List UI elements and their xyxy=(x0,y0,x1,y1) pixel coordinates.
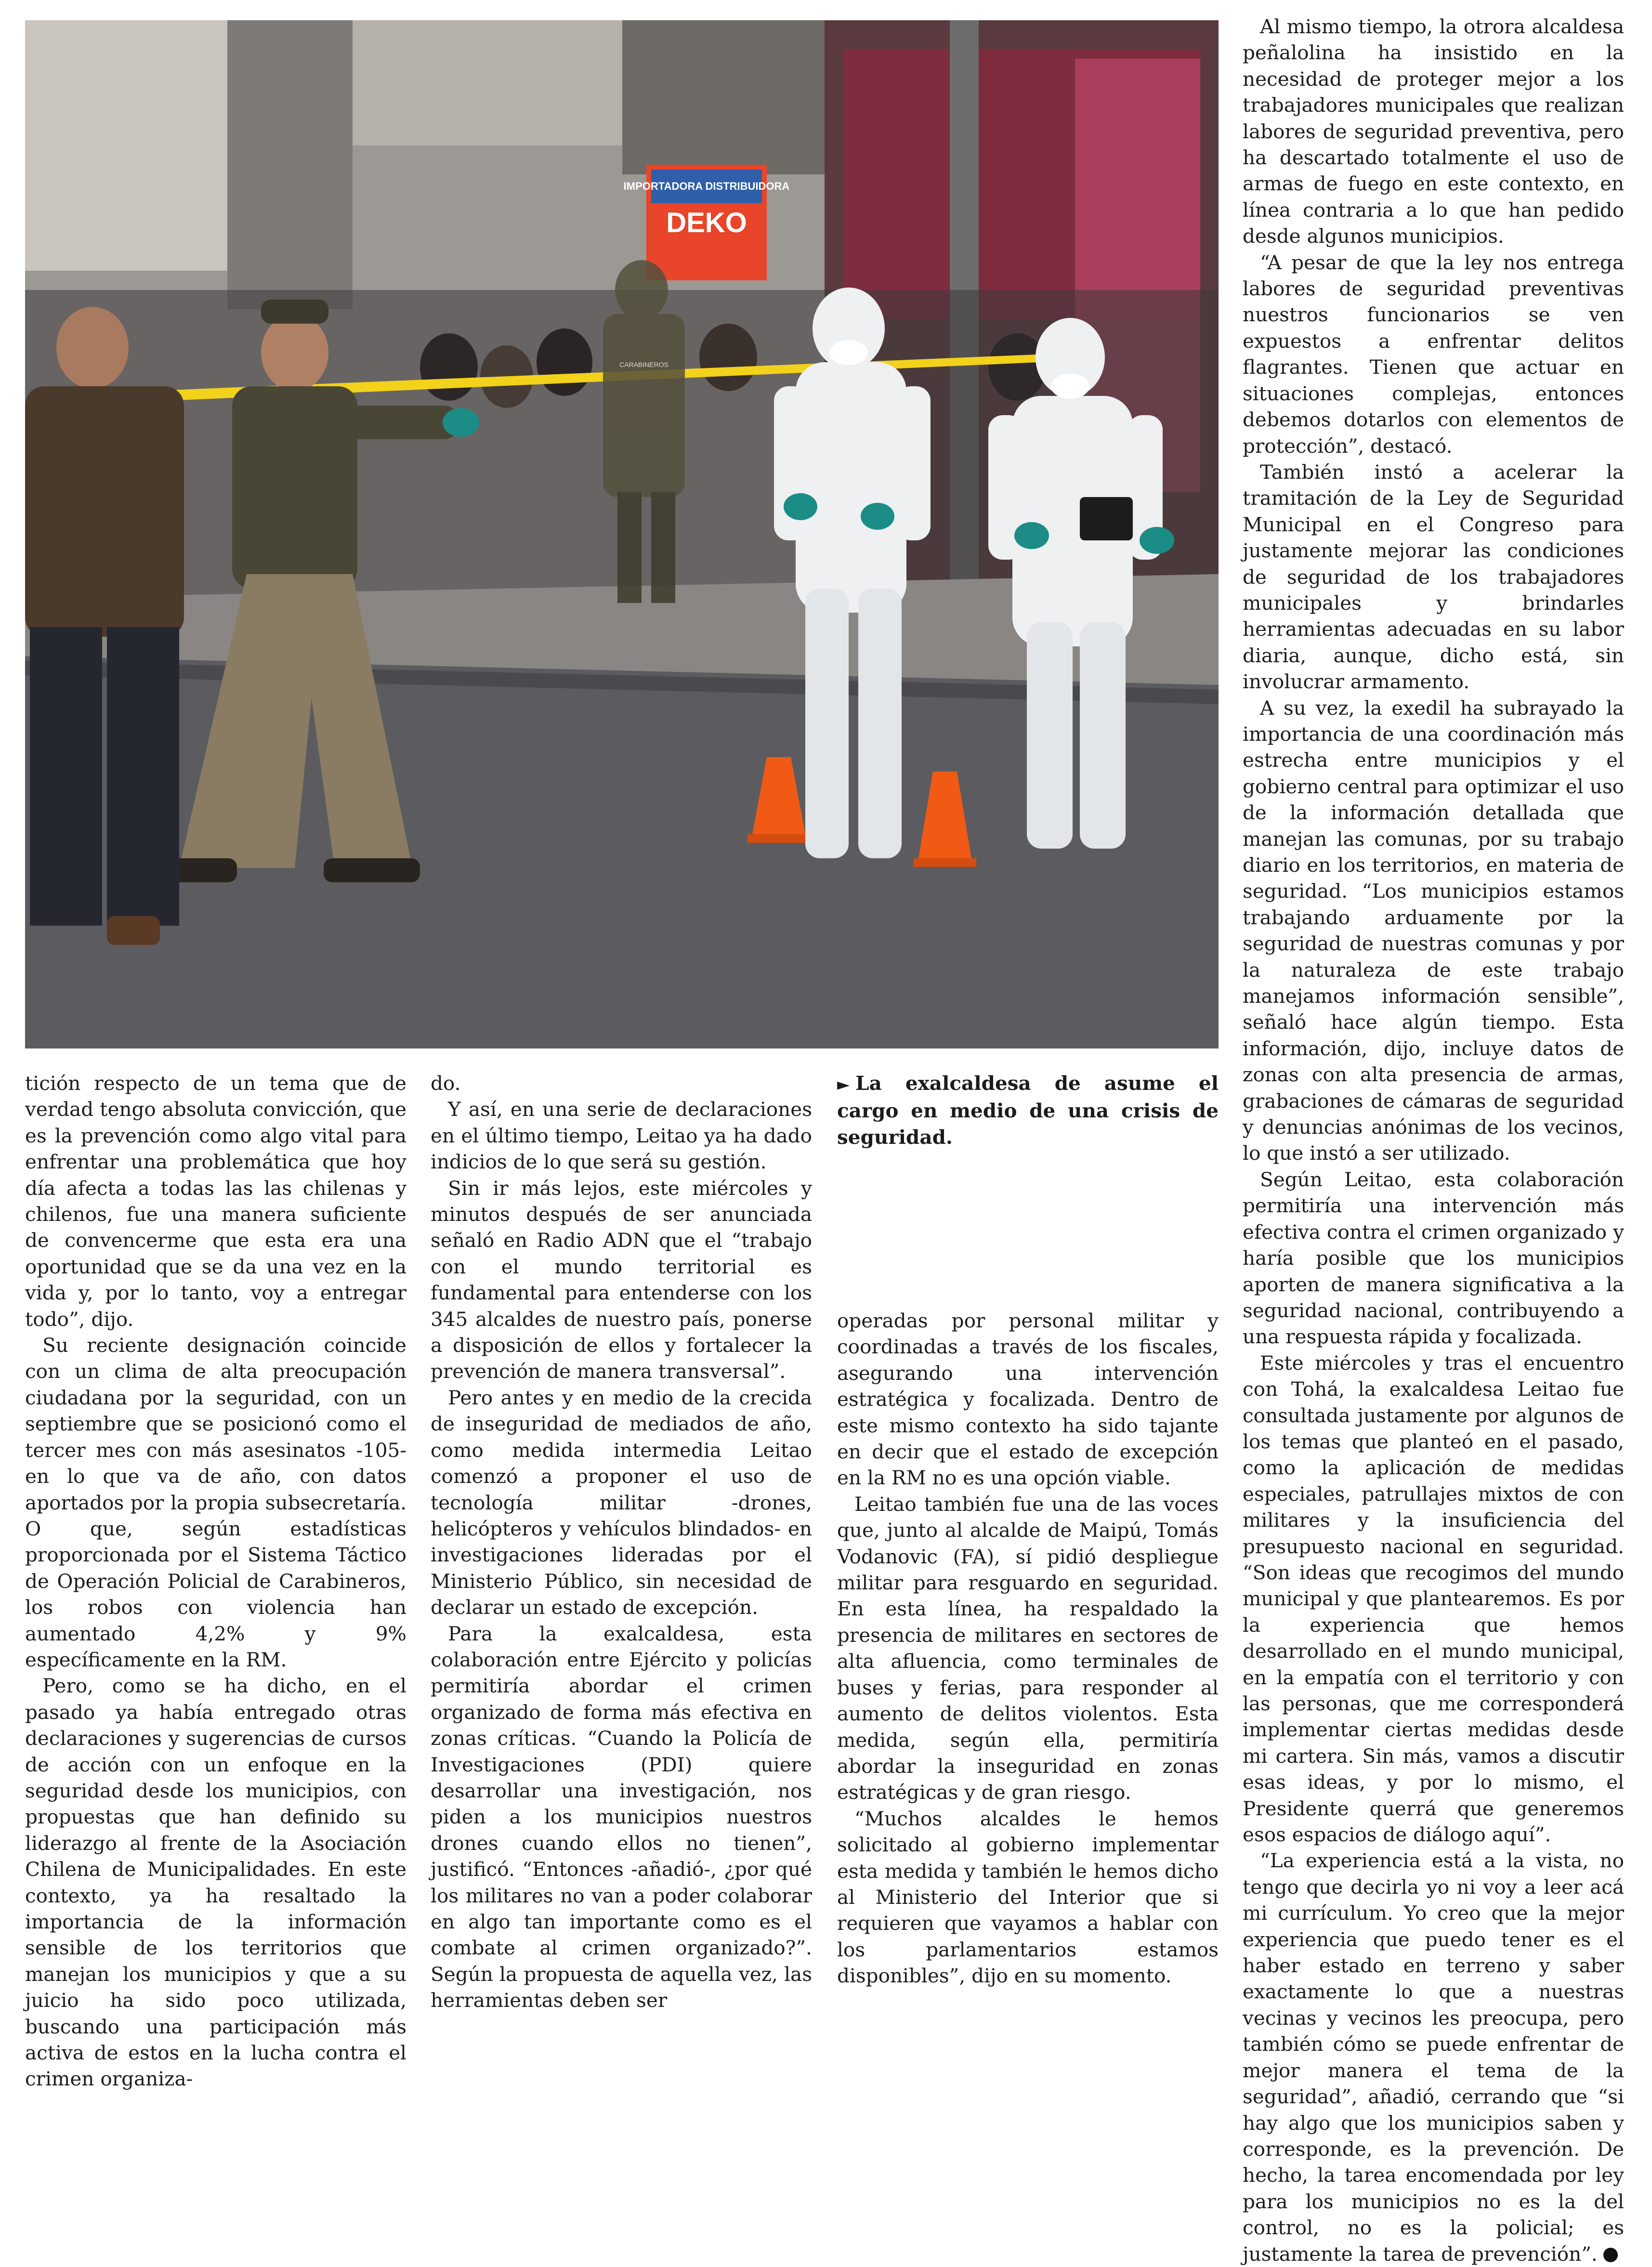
paragraph: tición respecto de un tema que de verdad tengo absoluta convicción, que es la prevención como algo vital para enfrentar una problemática que hoy día afecta a todas las las chilenas y chilenos, fue una manera suficiente de convencerme que esta era una oportunidad que se da una vez en la vida y, por lo tanto, voy a entregar todo”, dijo. xyxy=(25,1072,406,1331)
end-of-article-icon xyxy=(1603,2248,1618,2262)
paragraph: “A pesar de que la ley nos entrega labores de seguridad preventivas nuestros funcionarios se ven expuestos a enfrentar delitos flagrantes. Tienen que actuar en situaciones complejas, entonces debemos dotarlos con elementos de protección”, destacó. xyxy=(1243,250,1624,458)
article-column-1 xyxy=(25,1070,406,2091)
caption-body: La exalcaldesa de asume el cargo en medio de una crisis de seguridad. xyxy=(837,1072,1219,1149)
camera xyxy=(1080,497,1133,540)
news-photo xyxy=(25,20,1219,1048)
paragraph: operadas por personal militar y coordinadas a través de los fiscales, asegurando una intervención estratégica y focalizada. Dentro de este mismo contexto ha sido tajante en decir que el estado de excepción en la RM no es una opción viable. xyxy=(837,1309,1219,1490)
caption-text xyxy=(837,1070,1219,1150)
photo-caption xyxy=(837,1070,1219,1149)
paragraph: También instó a acelerar la tramitación de la Ley de Seguridad Municipal en el Congreso para justamente mejorar las condiciones de seguridad de los trabajadores municipales y brindarles herramientas adecuadas en su labor diaria, aunque, dicho está, sin involucrar armamento. xyxy=(1243,460,1624,694)
paragraph: Al mismo tiempo, la otrora alcaldesa peñalolina ha insistido en la necesidad de proteger mejor a los trabajadores municipales que realizan labores de seguridad preventiva, pero ha descartado totalmente el uso de armas de fuego en este contexto, en línea contraria a lo que han pedido desde algunos municipios. xyxy=(1243,15,1624,248)
paragraph: Según Leitao, esta colaboración permitiría una intervención más efectiva contra el crimen organizado y haría posible que los municipios aporten de manera significativa a la seguridad nacional, contribuyendo a una respuesta rápida y focalizada. xyxy=(1243,1167,1624,1349)
paragraph: Para la exalcaldesa, esta colaboración entre Ejército y policías permitiría abordar el crimen organizado de forma más efectiva en zonas críticas. “Cuando la Policía de Investigaciones (PDI) quiere desarrollar una investigación, nos piden a los municipios nuestros drones cuando ellos no tienen”, justificó. “Entonces -añadió-, ¿por qué los militares no van a poder colaborar en algo tan importante como es el combate al crimen organizado?”. Según la propuesta de aquella vez, las herramientas deben ser xyxy=(431,1622,812,2012)
paragraph: Sin ir más lejos, este miércoles y minutos después de ser anunciada señaló en Radio ADN que el “trabajo con el mundo territorial es fundamental para entenderse con los 345 alcaldes de nuestro país, ponerse a disposición de ellos y fortalecer la prevención de manera transversal”. xyxy=(431,1176,812,1383)
paragraph: Pero antes y en medio de la crecida de inseguridad de mediados de año, como medida intermedia Leitao comenzó a proponer el uso de tecnología militar -drones, helicópteros y vehículos blindados- en investigaciones lideradas por el Ministerio Público, sin necesidad de declarar un estado de excepción. xyxy=(431,1386,812,1619)
paragraph: Y así, en una serie de declaraciones en el último tiempo, Leitao ya ha dado indicios de lo que será su gestión. xyxy=(431,1098,812,1174)
paragraph: Este miércoles y tras el encuentro con Tohá, la exalcaldesa Leitao fue consultada justamente por algunos de los temas que planteó en el pasado, como la aplicación de medidas especiales, patrullajes mixtos de con militares y la insuficiencia del presupuesto nacional en seguridad. “Son ideas que recogimos del mundo municipal y que plantearemos. Es por la experiencia que hemos desarrollado en el mundo municipal, en la empatía con el territorio y con las personas, que me corresponderá implementar ciertas medidas desde mi cartera. Sin más, vamos a discutir esas ideas, y por lo mismo, el Presidente querrá que generemos esos espacios de diálogo aquí”. xyxy=(1243,1351,1624,1847)
article-column-4 xyxy=(1243,13,1624,2266)
shop-sign-subtitle: IMPORTADORA DISTRIBUIDORA xyxy=(623,180,790,192)
paragraph: A su vez, la exedil ha subrayado la importancia de una coordinación más estrecha entre municipios y el gobierno central para optimizar el uso de la información detallada que manejan las comunas, por su trabajo diario en los territorios, en materia de seguridad. “Los municipios estamos trabajando arduamente por la seguridad de nuestras comunas y por la naturaleza de este trabajo manejamos información sensible”, señaló hace algún tiempo. Esta información, dijo, incluye datos de zonas con alta presencia de armas, grabaciones de cámaras de seguridad y denuncias anónimas de los vecinos, lo que instó a ser utilizado. xyxy=(1243,696,1624,1165)
paragraph: Leitao también fue una de las voces que, junto al alcalde de Maipú, Tomás Vodanovic (FA), sí pidió despliegue militar para resguardo en seguridad. En esta línea, ha respaldado la presencia de militares en sectores de alta afluencia, como terminales de buses y ferias, para responder al aumento de delitos violentos. Esta medida, según ella, permitiría abordar la inseguridad en zonas estratégicas y de gran riesgo. xyxy=(837,1492,1219,1804)
paragraph-final xyxy=(1243,1848,1624,2267)
article-column-2 xyxy=(431,1070,812,2012)
article-column-3 xyxy=(837,1308,1219,1988)
caption-arrow-icon: ► xyxy=(837,1075,850,1094)
paragraph: Pero, como se ha dicho, en el pasado ya había entregado otras declaraciones y sugerencias de cursos de acción con un enfoque en la seguridad desde los municipios, con propuestas que han definido su liderazgo al frente de la Asociación Chilena de Municipalidades. En este contexto, ya ha resaltado la importancia de la información sensible de los territorios que manejan los municipios y que a su juicio ha sido poco utilizada, buscando una participación más activa de estos en la lucha contra el crimen organiza- xyxy=(25,1674,406,2091)
paragraph: Su reciente designación coincide con un clima de alta preocupación ciudadana por la seguridad, con un septiembre que se posicionó como el tercer mes con más asesinatos -105- en lo que va de año, con datos aportados por la propia subsecretaría. O que, según estadísticas proporcionada por el Sistema Táctico de Operación Policial de Carabineros, los robos con violencia han aumentado 4,2% y 9% específicamente en la RM. xyxy=(25,1334,406,1671)
paragraph: do. xyxy=(431,1072,461,1095)
svg-text:CARABINEROS: CARABINEROS xyxy=(619,361,669,368)
shop-sign-name: DEKO xyxy=(666,207,747,238)
paragraph: “Muchos alcaldes le hemos solicitado al gobierno implementar esta medida y también le hemos dicho al Ministerio del Interior que si requieren que vayamos a hablar con los parlamentarios estamos disponibles”, dijo en su momento. xyxy=(837,1807,1219,1988)
final-text: “La experiencia está a la vista, no tengo que decirla yo ni voy a leer acá mi currículum. Yo creo que la mejor experiencia que puedo tener es el haber estado en terreno y saber exactamente lo que a nuestras vecinas y vecinos les preocupa, pero también cómo se puede enfrentar de mejor manera el tema de la seguridad”, añadió, cerrando que “si hay algo que los municipios saben y corresponde, es la prevención. De hecho, la tarea encomendada por ley para los municipios no es la del control, no es la policial; es justamente la tarea de prevención”. xyxy=(1243,1849,1624,2266)
crime-scene-photo xyxy=(25,20,1219,1048)
